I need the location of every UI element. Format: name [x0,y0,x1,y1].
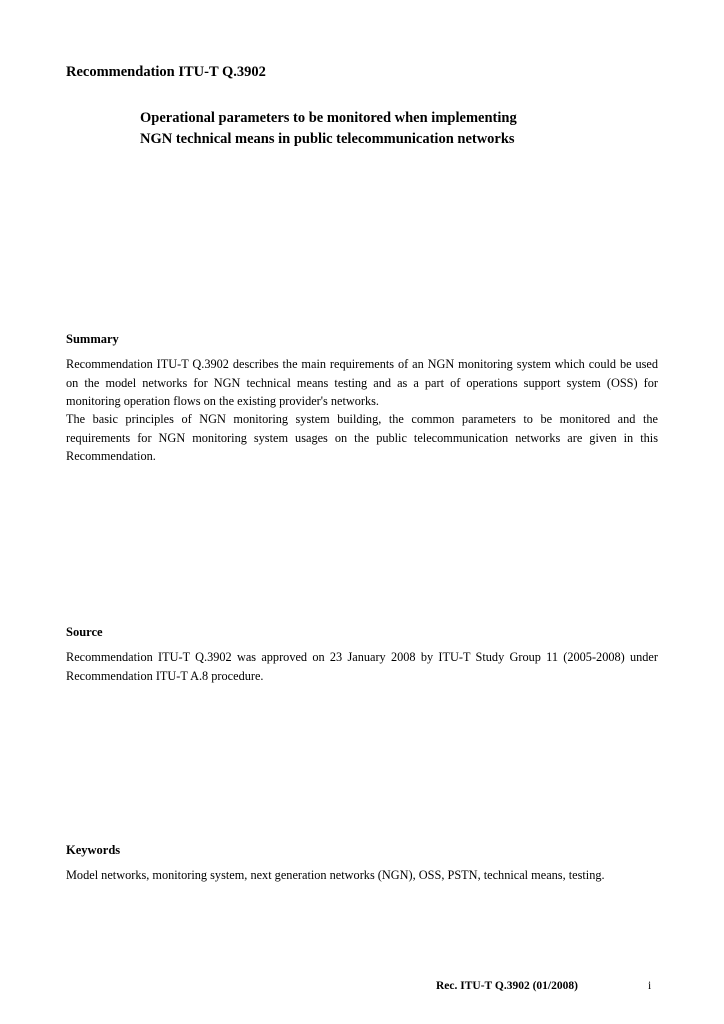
source-paragraph: Recommendation ITU-T Q.3902 was approved on 23 January 2008 by ITU-T Study Group 11 (2005-2008) under Recommendation ITU-T A.8 procedure. [66,650,658,683]
summary-paragraph: The basic principles of NGN monitoring system building, the common parameters to be monitored and the requirements for NGN monitoring system usages on the public telecommunication networks are given in this Recommendation. [66,412,658,463]
recommendation-number: Recommendation ITU-T Q.3902 [66,64,266,80]
summary-heading: Summary [66,332,119,346]
document-title [140,108,620,150]
keywords-heading: Keywords [66,843,121,857]
document-title-line: NGN technical means in public telecommunication networks [140,131,515,147]
footer-reference: Rec. ITU-T Q.3902 (01/2008) [436,980,578,992]
source-heading: Source [66,625,103,639]
page-number: i [648,980,652,992]
document-title-line: Operational parameters to be monitored when implementing [140,110,517,126]
keywords-paragraph: Model networks, monitoring system, next generation networks (NGN), OSS, PSTN, technical means, testing. [66,868,605,882]
summary-paragraph: Recommendation ITU-T Q.3902 describes the main requirements of an NGN monitoring system which could be used on the model networks for NGN technical means testing and as a part of operations support system (OSS) for monitoring operation flows on the existing provider's networks. [66,357,658,408]
